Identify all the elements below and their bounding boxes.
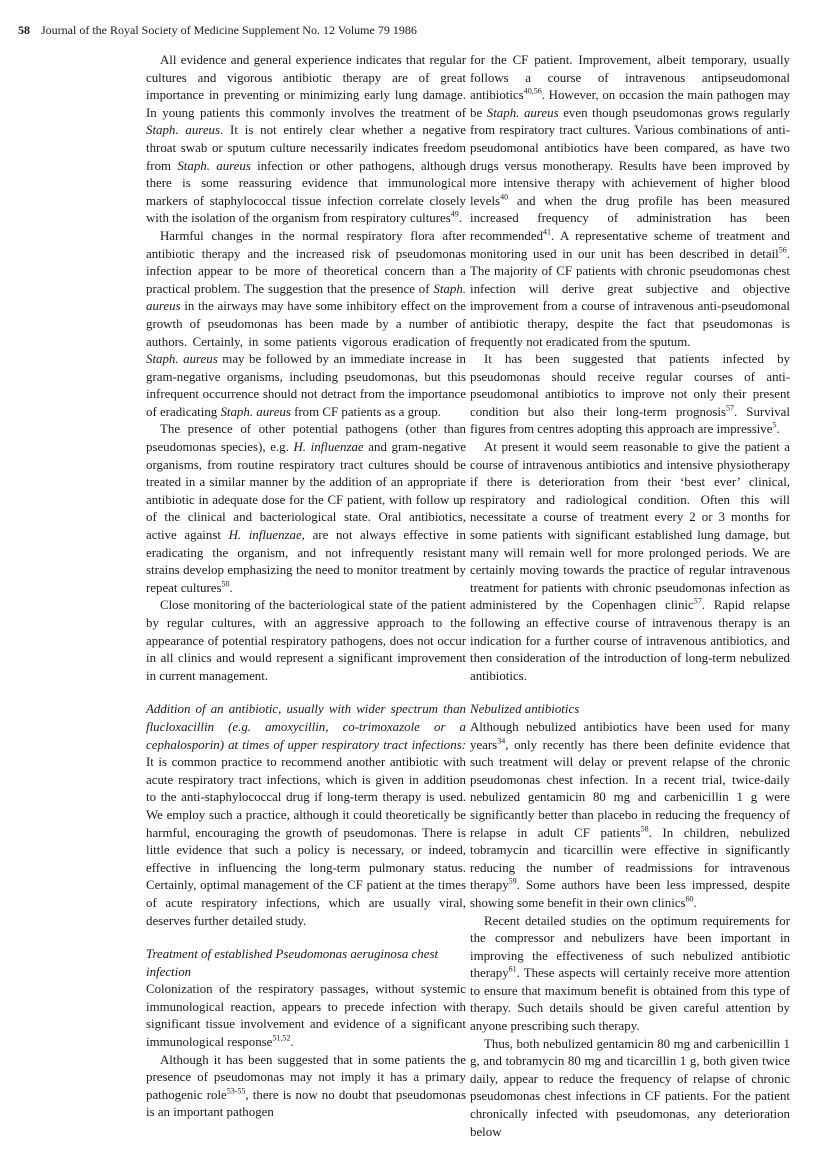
section-heading: Treatment of established Pseudomonas aeruginosa chest infection <box>146 947 439 979</box>
paragraph: Although it has been suggested that in some patients the presence of pseudomonas may not imply it has a primary pathogenic role$^{53-55}$, there is now no doubt that pseudomonas is an important pathogen <box>146 1052 466 1120</box>
paragraph: for the CF patient. Improvement, albeit temporary, usually follows a course of intravenous antipseudomonal antibiotics$^{40,56}$. However, on occasion the main pathogen may be Staph. aureus even though pseudomonas grows regularly from respiratory tract cultures. Various combinations of anti-pseudomonal antibiotics have been compared, as have two drugs versus monotherapy. Results have been improved by more intensive therapy with achievement of higher blood levels$^{40}$ and when the drug profile has been measured increased frequency of administration has been recommended$^{41}$. A representative scheme of treatment and monitoring used in our unit has been described in detail$^{56}$. The majority of CF patients with chronic pseudomonas chest infection will derive great subjective and objective improvement from a course of intravenous anti-pseudomonal antibiotic therapy, despite the fact that pseudomonas is frequently not eradicated from the sputum. <box>470 53 791 349</box>
paragraph: It has been suggested that patients infected by pseudomonas should receive regular courses of anti-pseudomonal antibiotics to improve not only their present condition but also their long-term prognosis$^{57}$. Survival figures from centres adopting this approach are impressive$^5$. <box>470 352 790 437</box>
paragraph: Recent detailed studies on the optimum requirements for the compressor and nebulizers have been important in improving the effectiveness of such nebulized antibiotic therapy$^{61}$. These aspects will certainly receive more attention to ensure that maximum benefit is obtained from this type of therapy. Such details should be given careful attention by anyone prescribing such therapy. <box>470 913 790 1034</box>
paragraph: Close monitoring of the bacteriological state of the patient by regular cultures, with an aggressive approach to the appearance of potential respiratory pathogens, does not occur in all clinics and would represent a significant improvement in current management. <box>146 598 466 683</box>
paragraph: Thus, both nebulized gentamicin 80 mg and carbenicillin 1 g, and tobramycin 80 mg and ticarcillin 1 g, both given twice daily, appear to reduce the frequency of relapse of chronic pseudomonas chest infections in CF patients. For the patient chronically infected with pseudomonas, any deterioration below <box>470 1036 790 1139</box>
section-heading: Nebulized antibiotics <box>470 702 580 717</box>
paragraph: Colonization of the respiratory passages, without systemic immunological reaction, appears to precede infection with significant tissue involvement and evidence of a significant immunological response$^{51,52}$. <box>146 982 466 1050</box>
paragraph: At present it would seem reasonable to give the patient a course of intravenous antibiotics and intensive physiotherapy if there is deterioration from their ‘best ever’ clinical, respiratory and radiological condition. Often this will necessitate a course of treatment every 2 or 3 months for some patients with significant established lung damage, but many will remain well for more prolonged periods. We are certainly moving towards the practice of regular intravenous treatment for patients with chronic pseudomonas infection as administered by the Copenhagen clinic$^{57}$. Rapid relapse following an effective course of intravenous therapy is an indication for a further course of intravenous antibiotics, and then consideration of the introduction of long-term nebulized antibiotics. <box>470 440 790 683</box>
running-header <box>18 22 796 38</box>
journal-title: Journal of the Royal Society of Medicine Supplement No. 12 Volume 79 1986 <box>41 23 417 37</box>
left-column <box>146 52 466 1122</box>
right-column <box>470 52 790 1141</box>
paragraph: All evidence and general experience indicates that regular cultures and vigorous antibiotic therapy are of great importance in preventing or minimizing early lung damage. In young patients this commonly involves the treatment of Staph. aureus. It is not entirely clear whether a negative throat swab or sputum culture necessarily indicates freedom from Staph. aureus infection or other pathogens, although there is some reassuring evidence that immunological markers of staphylococcal tissue infection correlate closely with the isolation of the organism from respiratory cultures$^{49}$. <box>146 53 466 226</box>
paragraph: Although nebulized antibiotics have been used for many years$^{34}$, only recently has there been definite evidence that such treatment will delay or prevent relapse of the chronic pseudomonas chest infection. In a recent trial, twice-daily nebulized gentamicin 80 mg and carbenicillin 1 g were significantly better than placebo in reducing the frequency of relapse in adult CF patients$^{58}$. In children, nebulized tobramycin and ticarcillin were effective in significantly reducing the number of readmissions for intravenous therapy$^{59}$. Some authors have been less impressed, despite showing some benefit in their own clinics$^{60}$. <box>470 719 790 910</box>
page-number: 58 <box>18 23 30 37</box>
paragraph: Harmful changes in the normal respiratory flora after antibiotic therapy and the increased risk of pseudomonas infection appear to be more of theoretical concern than a practical problem. The suggestion that the presence of Staph. aureus in the airways may have some inhibitory effect on the growth of pseudomonas has been made by a number of authors. Certainly, in some patients vigorous eradication of Staph. aureus may be followed by an immediate increase in gram-negative organisms, including pseudomonas, but this infrequent occurrence should not detract from the importance of eradicating Staph. aureus from CF patients as a group. <box>146 228 466 419</box>
paragraph: Addition of an antibiotic, usually with wider spectrum than flucloxacillin (e.g. amoxycillin, co-trimoxazole or a cephalosporin) at times of upper respiratory tract infections: It is common practice to recommend another antibiotic with acute respiratory tract infections, which is given in addition to the anti-staphylococcal drug if long-term therapy is used. We employ such a practice, although it could theoretically be harmful, encouraging the growth of pseudomonas. There is little evidence that such a policy is necessary, or indeed, effective in influencing the long-term pulmonary status. Certainly, optimal management of the CF patient at the times of acute respiratory infections, which are usually viral, deserves further detailed study. <box>146 702 466 928</box>
paragraph: The presence of other potential pathogens (other than pseudomonas species), e.g. H. influenzae and gram-negative organisms, from routine respiratory tract cultures should be treated in a similar manner by the addition of an appropriate antibiotic in adequate dose for the CF patient, with follow up of the clinical and bacteriological state. Oral antibiotics, active against H. influenzae, are not always effective in eradicating the organism, and not infrequently resistant strains develop emphasizing the need to monitor treatment by repeat cultures$^{50}$. <box>146 422 466 595</box>
